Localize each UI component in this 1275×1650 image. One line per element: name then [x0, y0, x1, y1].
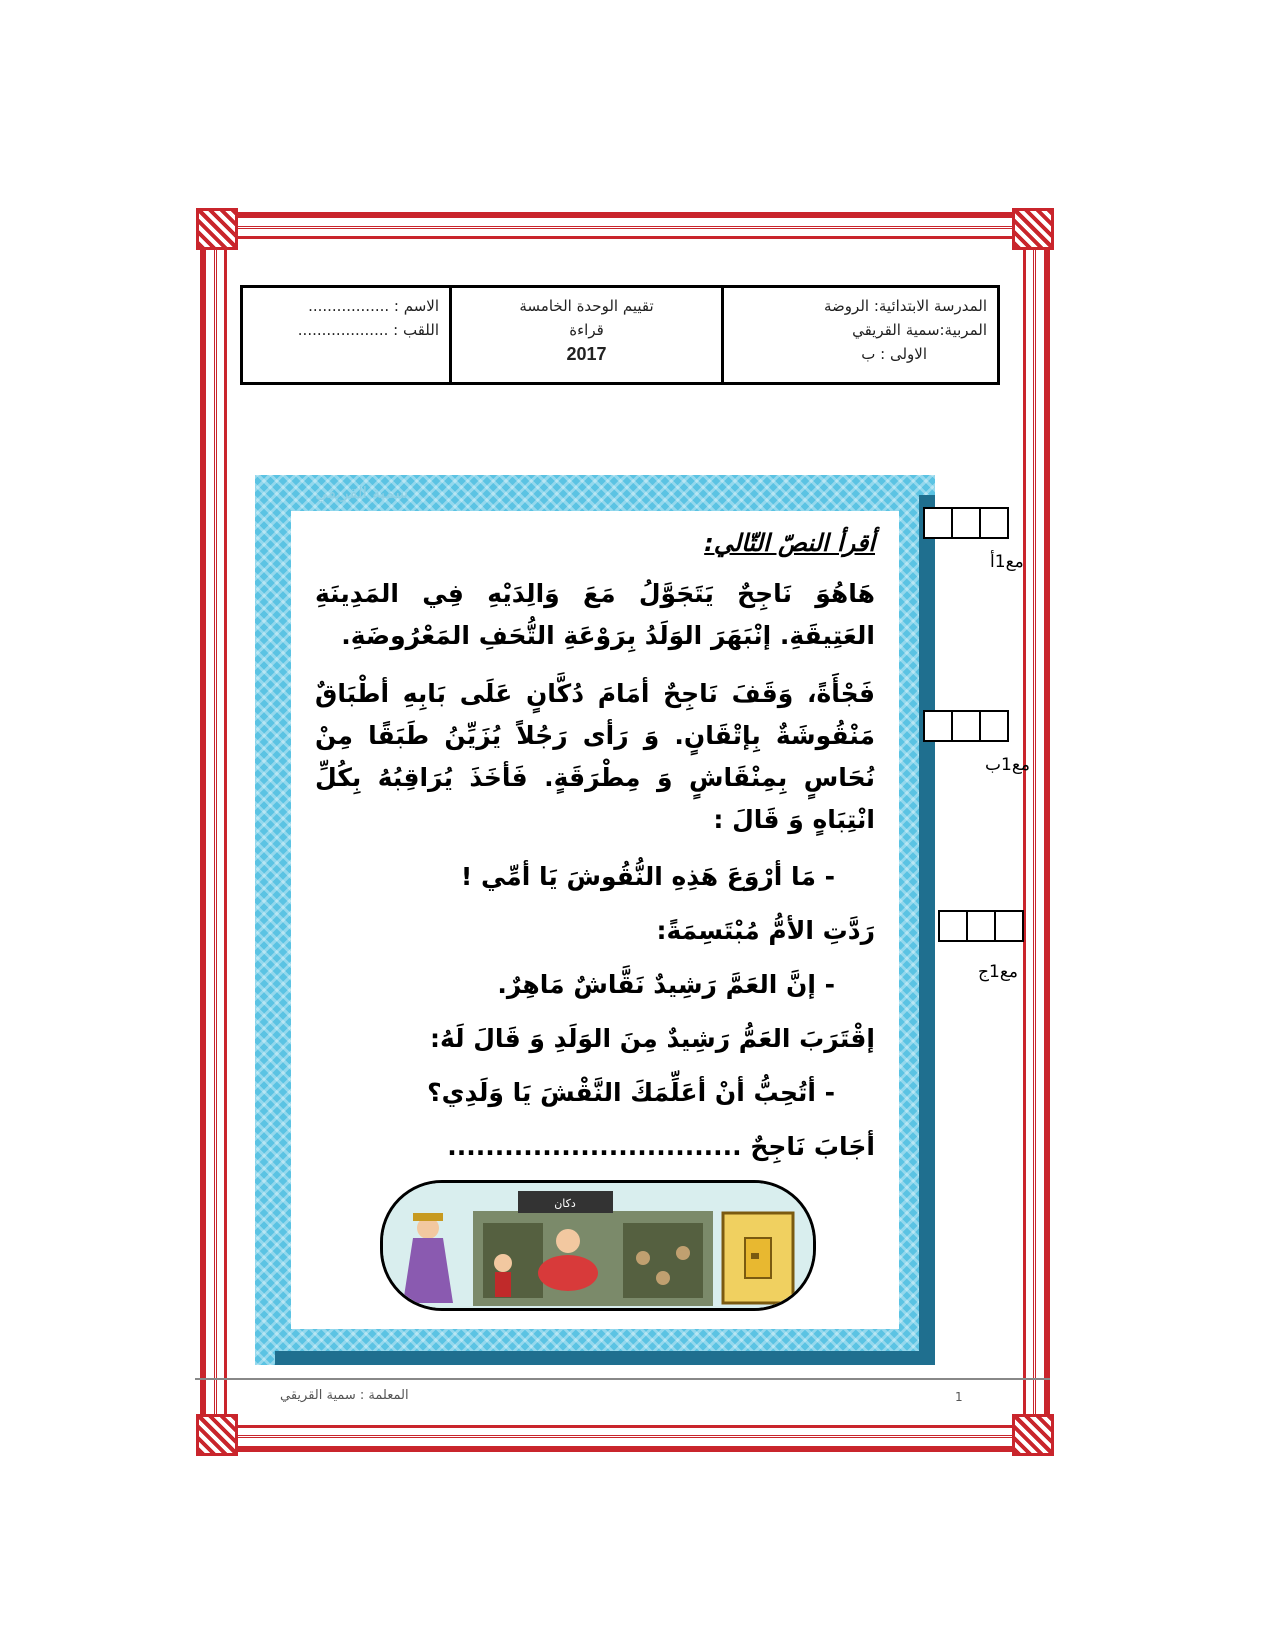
evaluation-title-cell: [449, 288, 721, 382]
corner-ornament: [196, 208, 238, 250]
frame-shadow: [919, 495, 935, 1365]
corner-ornament: [196, 1414, 238, 1456]
corner-ornament: [1012, 208, 1054, 250]
surname-field[interactable]: اللقب : ...................: [297, 321, 439, 339]
year-label: 2017: [566, 344, 607, 364]
footer-rule: [195, 1378, 1050, 1380]
footer-teacher: المعلمة : سمية القريقي: [280, 1388, 409, 1403]
name-field[interactable]: الاسم : .................: [308, 297, 439, 315]
score-box-2[interactable]: [925, 710, 1009, 742]
shop-scene-image: [383, 1183, 813, 1308]
score-cell[interactable]: [966, 910, 996, 942]
student-name-cell: [243, 288, 449, 382]
watermark-label: سمية القريقي: [315, 483, 409, 502]
frame-shadow-bottom: [275, 1351, 935, 1365]
score-cell[interactable]: [979, 507, 1009, 539]
school-name: المدرسة الابتدائية: الروضة: [824, 297, 987, 315]
narration-line-4: إقْتَرَبَ العَمُّ رَشِيدٌ مِنَ الوَلَدِ وَ قَالَ لَهُ:: [429, 1024, 875, 1053]
shop-illustration: [380, 1180, 816, 1311]
score-box-3[interactable]: [940, 910, 1024, 942]
page-number: 1: [955, 1390, 963, 1404]
dialogue-line-1: - مَا أرْوَعَ هَذِهِ النُّقُوشَ يَا أمِّي !: [460, 862, 835, 891]
header-table: [240, 285, 1000, 385]
teacher-name: المربية:سمية القريقي: [852, 321, 987, 339]
class-name: الاولى : ب: [861, 345, 927, 363]
score-label-2: مع1ب: [985, 755, 1030, 775]
score-cell[interactable]: [923, 710, 953, 742]
answer-line[interactable]: أجَابَ نَاجِحٌ ...............................: [447, 1132, 875, 1161]
score-cell[interactable]: [979, 710, 1009, 742]
score-label-3: مع1ج: [978, 962, 1018, 982]
score-cell[interactable]: [994, 910, 1024, 942]
dialogue-line-3: - إنَّ العَمَّ رَشِيدٌ نَقَّاشٌ مَاهِرٌ.: [497, 970, 835, 999]
score-cell[interactable]: [923, 507, 953, 539]
school-info-cell: [721, 288, 997, 382]
score-cell[interactable]: [951, 507, 981, 539]
reading-title: أقرأ النصّ التّالي:: [704, 529, 875, 557]
paragraph-1: هَاهُوَ نَاجِحٌ يَتَجَوَّلُ مَعَ وَالِدَيْهِ فِي المَدِينَةِ العَتِيقَةِ. إنْبَهَرَ الوَلَدُ بِرَوْعَةِ التُّحَفِ المَعْرُوضَةِ.: [315, 579, 875, 650]
paragraph-2: فَجْأَةً، وَقَفَ نَاجِحٌ أمَامَ دُكَّانٍ عَلَى بَابِهِ أطْبَاقٌ مَنْقُوشَةٌ بِإتْقَانٍ. وَ رَأى رَجُلاً يُزَيِّنُ طَبَقًا مِنْ نُحَاسٍ بِمِنْقَاشٍ وَ مِطْرَقَةٍ. فَأخَذَ يُرَاقِبُهُ بِكُلِّ انْتِبَاهٍ وَ قَالَ :: [315, 679, 875, 834]
score-label-1: مع1أ: [990, 552, 1024, 572]
score-cell[interactable]: [951, 710, 981, 742]
shop-sign: دكان: [554, 1197, 576, 1210]
narration-line-2: رَدَّتِ الأمُّ مُبْتَسِمَةً:: [656, 916, 875, 945]
subject-label: قراءة: [569, 321, 604, 339]
dialogue-line-5: - أتُحِبُّ أنْ أعَلِّمَكَ النَّقْشَ يَا وَلَدِي؟: [427, 1078, 835, 1107]
evaluation-title: تقييم الوحدة الخامسة: [519, 297, 654, 315]
score-cell[interactable]: [938, 910, 968, 942]
corner-ornament: [1012, 1414, 1054, 1456]
score-box-1[interactable]: [925, 507, 1009, 539]
